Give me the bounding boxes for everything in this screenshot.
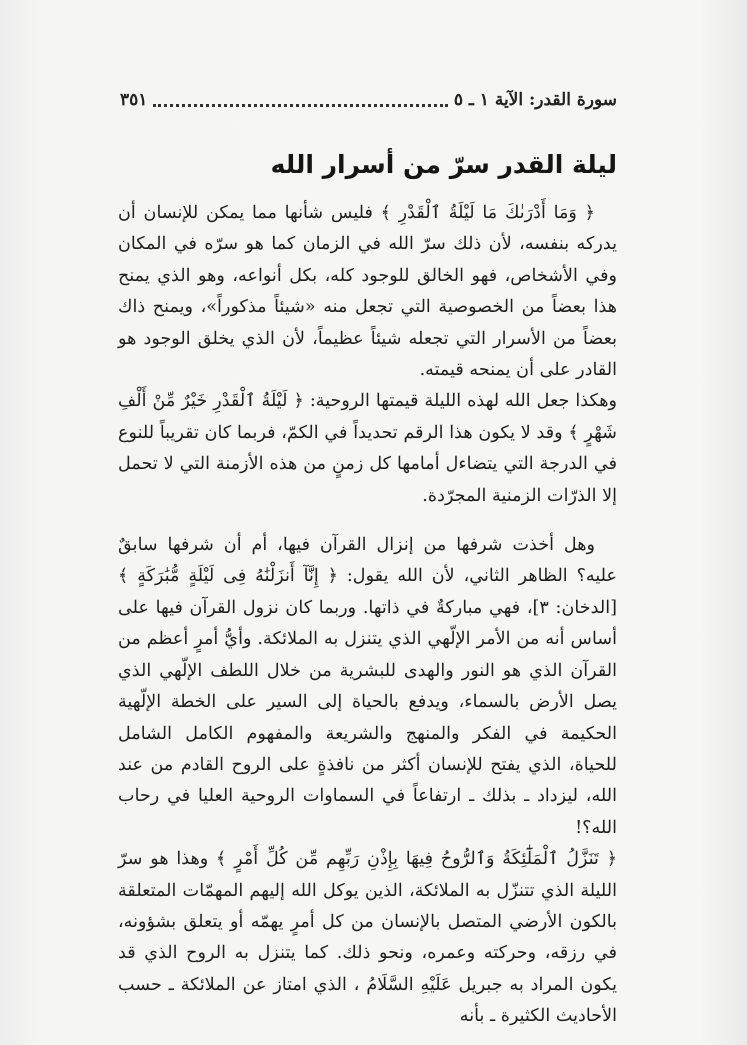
body-text (118, 198, 617, 1033)
leader-dots (153, 94, 447, 107)
running-head-title: سورة القدر: الآية ١ ـ ٥ (453, 90, 617, 110)
paragraph-2: وهكذا جعل الله لهذه الليلة قيمتها الروحية: ﴿ لَيْلَةُ ٱلْقَدْرِ خَيْرٌ مِّنْ أَلْفِ شَهْرٍ ﴾ وقد لا يكون هذا الرقم تحديداً في الكمّ، فربما كان تقريباً للنوع في الدرجة التي يتضاءل أمامها كل زمنٍ من هذه الأزمنة التي لا تحمل إلا الذرّات الزمنية المجرّدة. (118, 391, 617, 506)
paragraph-3: وهل أخذت شرفها من إنزال القرآن فيها، أم أن شرفها سابقٌ عليه؟ الظاهر الثاني، لأن الله يقول: ﴿ إِنَّآ أَنزَلْنَٰهُ فِى لَيْلَةٍ مُّبَٰرَكَةٍ ﴾ [الدخان: ٣]، فهي مباركةٌ في ذاتها. وربما كان نزول القرآن فيها على أساس أنه من الأمر الإلّهي الذي يتنزل به الملائكة. وأيُّ أمرٍ أعظم من القرآن الذي هو النور والهدى للبشرية من خلال اللطف الإلّهي الذي يصل الأرض بالسماء، ويدفع بالحياة إلى السير على الخطة الإلّهية الحكيمة في الفكر والمنهج والشريعة والمفهوم الكامل الشامل للحياة، الذي يفتح للإنسان أكثر من نافذةٍ على الروح القادم من عند الله، ليزداد ـ بذلك ـ ارتفاعاً في السماوات الروحية العليا في رحاب الله؟! (118, 535, 617, 838)
page-number: ٣٥١ (120, 90, 148, 110)
section-heading: ليلة القدر سرّ من أسرار الله (270, 150, 617, 179)
running-head (120, 86, 617, 114)
paragraph-1: ﴿ وَمَا أَدْرَىٰكَ مَا لَيْلَةُ ٱلْقَدْرِ ﴾ فليس شأنها مما يمكن للإنسان أن يدركه بنفسه، لأن ذلك سرّ الله في الزمان كما هو سرّه في المكان وفي الأشخاص، فهو الخالق للوجود كله، بكل أنواعه، وهو الذي يمنح هذا بعضاً من الخصوصية التي تجعل منه «شيئاً مذكوراً»، ويمنح ذاك بعضاً من الأسرار التي تجعله شيئاً عظيماً، لأن الذي يخلق الوجود هو القادر على أن يمنحه قيمته. (118, 203, 617, 381)
paragraph-4: ﴿ تَنَزَّلُ ٱلْمَلَٰٓئِكَةُ وَٱلرُّوحُ فِيهَا بِإِذْنِ رَبِّهِم مِّن كُلِّ أَمْرٍ ﴾ وهذا هو سرّ الليلة الذي تتنزّل به الملائكة، الذين يوكل الله إليهم المهمّات المتعلقة بالكون الأرضي المتصل بالإنسان من كل أمرٍ يهمّه أو يتعلق بشؤونه، في رزقه، وحركته وعمره، ونحو ذلك. كما يتنزل به الروح الذي قد يكون المراد به جبريل عَلَيْهِ السَّلَامُ ، الذي امتاز عن الملائكة ـ حسب الأحاديث الكثيرة ـ بأنه (118, 849, 617, 1027)
